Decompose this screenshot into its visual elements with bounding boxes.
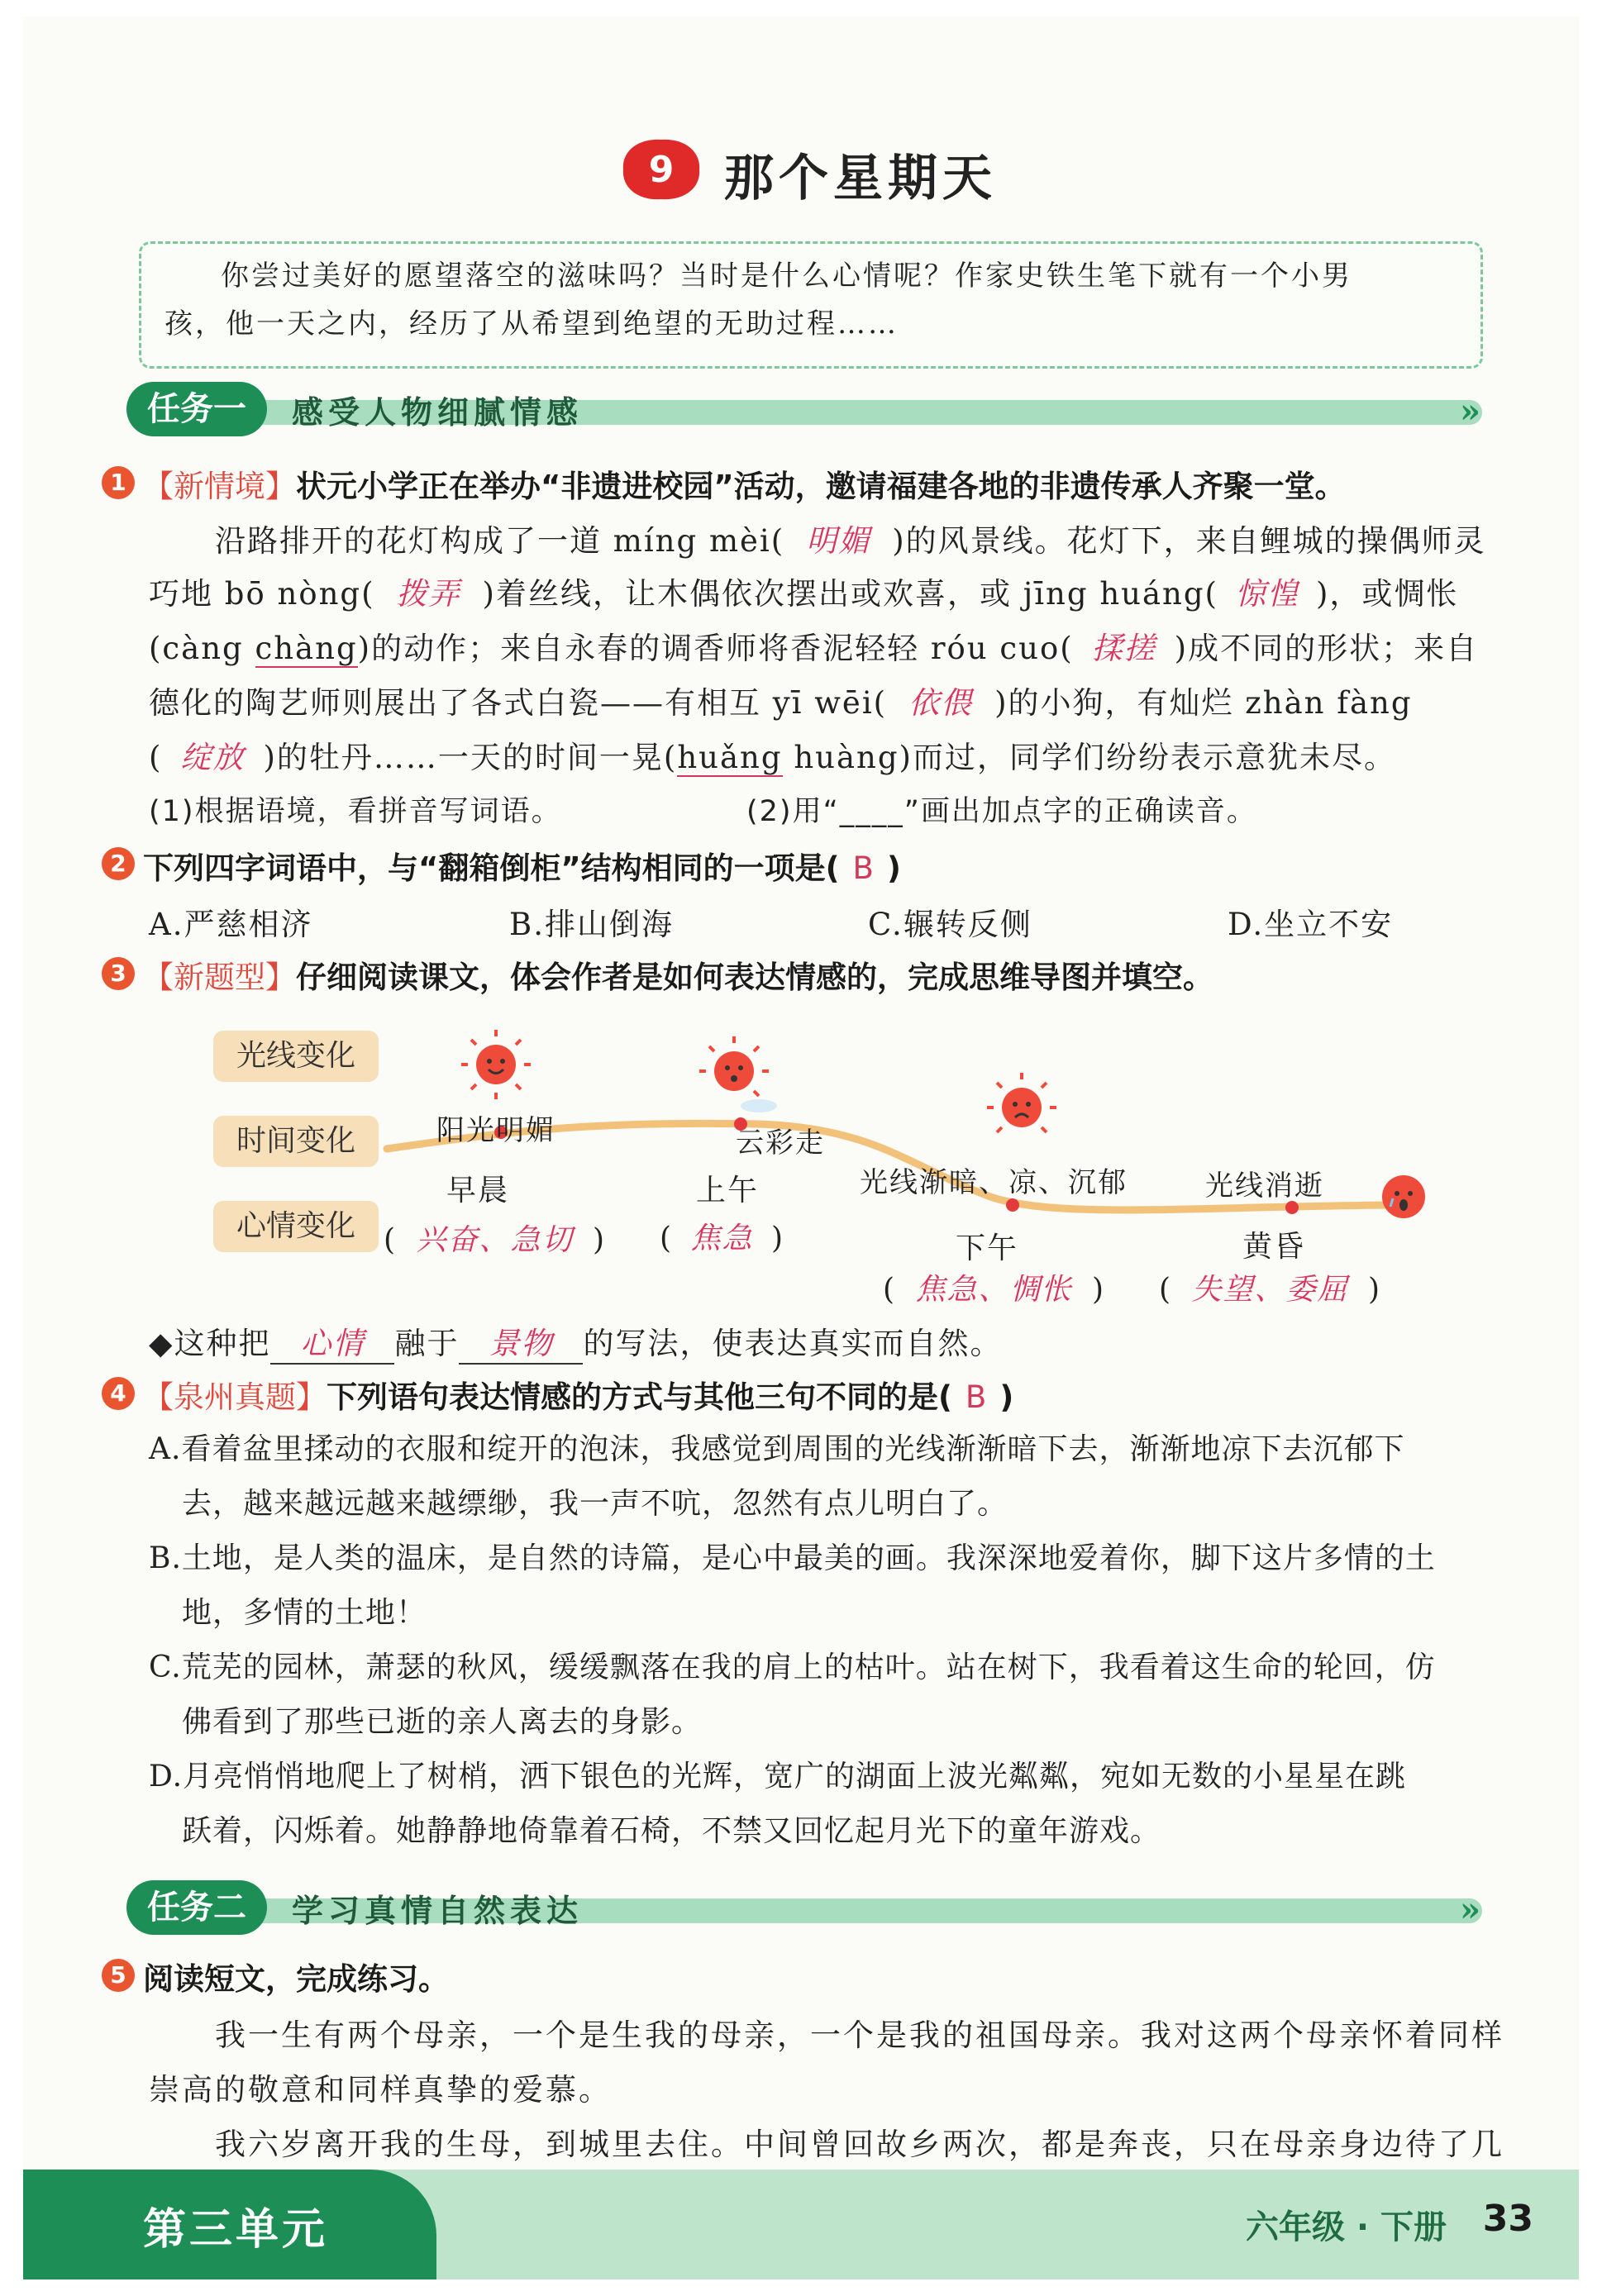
intro-line-2: 孩，他一天之内，经历了从希望到绝望的无助过程……	[164, 307, 899, 341]
chevron-right-icon: »	[1460, 392, 1480, 431]
q3-summary	[149, 1318, 1002, 1365]
q1-line-4	[149, 678, 1413, 722]
task2-label: 学习真情自然表达	[292, 1892, 584, 1929]
mood-answer-2-text: 焦急	[690, 1222, 754, 1255]
q4-option-c-1: C.荒芜的园林，萧瑟的秋风，缓缓飘落在我的肩上的枯叶。站在树下，我看着这生命的轮回，仿	[149, 1651, 1436, 1684]
question-3-number: 3	[102, 957, 135, 990]
q1-answer-6: 绽放	[180, 740, 246, 775]
q4-option-a-1: A.看着盆里揉动的衣服和绽开的泡沫，我感觉到周围的光线渐渐暗下去，渐渐地凉下去沉郁下	[149, 1432, 1405, 1466]
q1-sub-1: (1)根据语境，看拼音写词语。	[149, 795, 562, 828]
question-4-tag: 【泉州真题】	[143, 1379, 327, 1415]
question-2-number: 2	[102, 847, 135, 880]
page	[23, 17, 1579, 2279]
q1-text: (	[149, 740, 163, 775]
time-label-1: 早晨	[446, 1174, 510, 1208]
q1-text: )的牡丹……一天的时间一晃(	[263, 740, 678, 775]
question-5-stem: 阅读短文，完成练习。	[143, 1961, 449, 1997]
q3-blank-1: 心情	[270, 1318, 394, 1365]
q5-line-2: 崇高的敬意和同样真挚的爱慕。	[149, 2072, 612, 2108]
task1-pill: 任务一	[126, 382, 267, 436]
q5-line-3: 我六岁离开我的生母，到城里去住。中间曾回故乡两次，都是奔丧，只在母亲身边待了几	[215, 2127, 1504, 2162]
q3-summary-b: 融于	[394, 1326, 460, 1361]
task2-banner	[126, 1880, 1490, 1938]
q1-line-2	[149, 569, 1458, 613]
q1-underlined-pinyin: chàng	[255, 631, 358, 666]
task2-pill: 任务二	[126, 1880, 267, 1935]
question-4-text: 下列语句表达情感的方式与其他三句不同的是(	[327, 1379, 952, 1415]
sun-setting-crying-icon	[1382, 1175, 1425, 1218]
q4-option-a-2: 去，越来越远越来越缥缈，我一声不吭，忽然有点儿明白了。	[182, 1487, 1008, 1521]
q1-sub-2: (2)用“____”画出加点字的正确读音。	[746, 795, 1257, 828]
q1-underlined-pinyin-2: huǎng	[677, 740, 783, 775]
q3-blank-2: 景物	[459, 1318, 583, 1365]
q5-line-1: 我一生有两个母亲，一个是生我的母亲，一个是我的祖国母亲。我对这两个母亲怀着同样	[215, 2017, 1504, 2053]
question-1-stem	[143, 461, 1346, 506]
light-label-4: 光线消逝	[1205, 1169, 1324, 1203]
lesson-number-badge	[620, 136, 703, 202]
question-4-number: 4	[102, 1377, 135, 1410]
q1-answer-3: 惊惶	[1235, 576, 1299, 612]
q4-option-d-1: D.月亮悄悄地爬上了树梢，洒下银色的光辉，宽广的湖面上波光粼粼，宛如无数的小星星在跳	[149, 1760, 1407, 1793]
row-label-light: 光线变化	[213, 1031, 379, 1082]
q4-option-b-2: 地，多情的土地！	[182, 1596, 427, 1630]
q1-line-3	[149, 623, 1478, 668]
q1-text: huàng)而过，同学们纷纷表示意犹未尽。	[794, 740, 1396, 775]
q1-line-1	[215, 516, 1486, 560]
q2-option-c: C.辗转反侧	[868, 907, 1032, 942]
q1-text: )的小狗，有灿烂 zhàn fàng	[994, 685, 1413, 721]
q4-option-d-2: 跃着，闪烁着。她静静地倚靠着石椅，不禁又回忆起月光下的童年游戏。	[182, 1814, 1161, 1848]
question-1-number: 1	[102, 466, 135, 499]
question-5-number: 5	[102, 1959, 135, 1992]
q1-answer-5: 依偎	[908, 685, 974, 721]
lesson-number: 9	[648, 149, 675, 191]
mood-answer-3-text: 焦急、惆怅	[915, 1273, 1073, 1307]
q1-text: (càng	[149, 631, 244, 666]
q1-text: 德化的陶艺师则展出了各式白瓷——有相互 yī wēi(	[149, 685, 888, 721]
chevron-right-icon: »	[1460, 1890, 1480, 1929]
question-1-text: 状元小学正在举办“非遗进校园”活动，邀请福建各地的非遗传承人齐聚一堂。	[296, 469, 1346, 504]
question-2-stem	[143, 843, 901, 888]
q4-option-b-1: B.土地，是人类的温床，是自然的诗篇，是心中最美的画。我深深地爱着你，脚下这片多情的土	[149, 1541, 1436, 1575]
q1-text: 巧地 bō nòng(	[149, 576, 375, 612]
q1-text: 沿路排开的花灯构成了一道 míng mèi(	[215, 523, 785, 559]
question-4-close: )	[999, 1379, 1014, 1415]
light-label-1: 阳光明媚	[436, 1114, 555, 1147]
question-4-stem	[143, 1372, 1013, 1417]
q2-option-b: B.排山倒海	[509, 907, 674, 942]
question-3-tag: 【新题型】	[143, 960, 296, 995]
q1-line-5	[149, 732, 1396, 777]
q3-summary-c: 的写法，使表达真实而自然。	[583, 1326, 1003, 1361]
row-label-time: 时间变化	[213, 1116, 379, 1167]
q1-answer-2: 拨弄	[396, 576, 461, 612]
question-4-answer: B	[965, 1379, 987, 1415]
time-label-2: 上午	[696, 1174, 760, 1208]
question-3-stem	[143, 952, 1213, 997]
q1-answer-1: 明媚	[806, 523, 871, 559]
light-label-2: 云彩走	[736, 1127, 825, 1160]
task1-banner	[126, 382, 1490, 440]
footer	[23, 2170, 1579, 2279]
task1-label: 感受人物细腻情感	[292, 393, 584, 431]
question-3-text: 仔细阅读课文，体会作者是如何表达情感的，完成思维导图并填空。	[296, 960, 1213, 995]
q2-option-a: A.严慈相济	[149, 907, 313, 942]
q1-answer-4: 揉搓	[1091, 631, 1156, 666]
mood-answer-1: ( 兴奋、急切 )	[384, 1223, 607, 1257]
mood-answer-4-text: 失望、委屈	[1191, 1273, 1349, 1307]
q3-summary-a: ◆这种把	[149, 1326, 271, 1361]
intro-box	[139, 241, 1483, 369]
footer-grade: 六年级 · 下册	[1245, 2208, 1447, 2246]
light-label-3: 光线渐暗、凉、沉郁	[860, 1166, 1128, 1199]
q4-option-c-2: 佛看到了那些已逝的亲人离去的身影。	[182, 1705, 703, 1739]
mood-answer-3: ( 焦急、惆怅 )	[883, 1273, 1106, 1307]
q1-text: )成不同的形状；来自	[1174, 631, 1479, 666]
question-2-text: 下列四字词语中，与“翻箱倒柜”结构相同的一项是(	[143, 850, 840, 886]
q1-text: )，或惆怅	[1316, 576, 1459, 612]
page-number: 33	[1482, 2198, 1533, 2240]
mood-answer-4: ( 失望、委屈 )	[1159, 1273, 1382, 1307]
intro-line-1: 你尝过美好的愿望落空的滋味吗？当时是什么心情呢？作家史铁生笔下就有一个小男	[221, 260, 1352, 293]
q1-text: )的动作；来自永春的调香师将香泥轻轻 róu cuo(	[357, 631, 1074, 666]
time-label-3: 下午	[956, 1231, 1019, 1265]
point-afternoon	[1006, 1198, 1019, 1212]
q2-option-d: D.坐立不安	[1228, 907, 1394, 942]
mood-answer-2: ( 焦急 )	[660, 1222, 785, 1255]
q1-text: )的风景线。花灯下，来自鲤城的操偶师灵	[892, 523, 1486, 559]
sun-surprised-icon	[699, 1036, 777, 1112]
mood-answer-1-text: 兴奋、急切	[416, 1223, 574, 1257]
question-2-answer: B	[852, 850, 874, 886]
lesson-title: 那个星期天	[724, 150, 997, 207]
question-2-close: )	[886, 850, 901, 886]
time-label-4: 黄昏	[1242, 1230, 1306, 1264]
q1-text: )着丝线，让木偶依次摆出或欢喜，或 jīng huáng(	[482, 576, 1218, 612]
sun-sad-icon	[987, 1073, 1056, 1132]
row-label-mood: 心情变化	[213, 1201, 379, 1252]
question-1-tag: 【新情境】	[143, 469, 296, 504]
sun-happy-icon	[461, 1030, 531, 1099]
footer-unit: 第三单元	[143, 2205, 329, 2255]
